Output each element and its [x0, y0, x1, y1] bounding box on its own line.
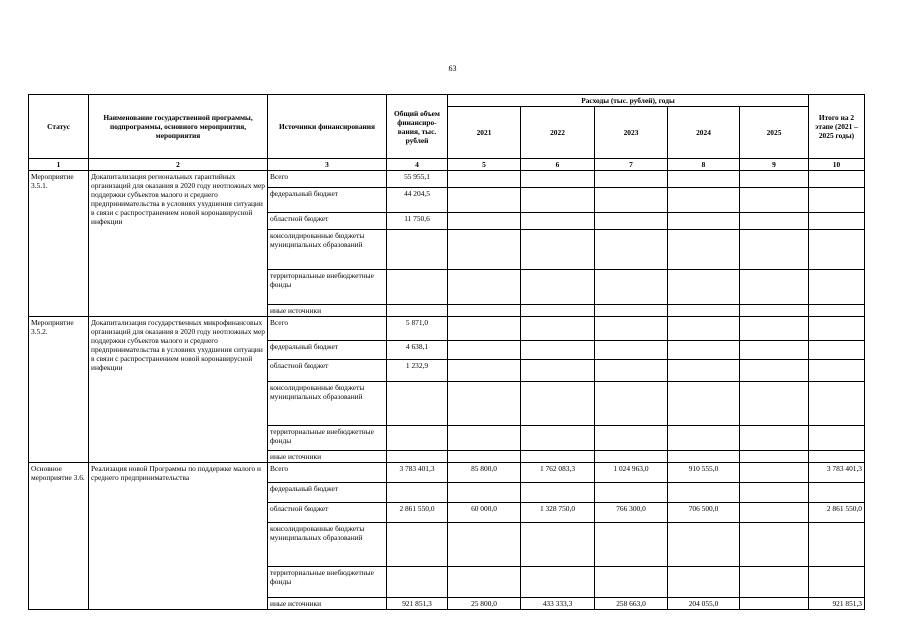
- header-stage2-total: Итого на 2 этапе (2021 – 2025 годы): [809, 95, 865, 159]
- measure-name: Реализация новой Программы по поддержке малого и среднего предпринимательства: [89, 463, 268, 610]
- column-number: 2: [89, 159, 268, 171]
- year-value: [595, 382, 668, 426]
- year-value: [521, 341, 595, 360]
- stage2-total-value: [809, 426, 865, 451]
- year-value: 85 800,0: [448, 463, 521, 483]
- year-value: [740, 382, 809, 426]
- year-value: [668, 213, 740, 230]
- year-value: [595, 305, 668, 317]
- funding-source: иные источники: [268, 305, 387, 317]
- year-value: [740, 305, 809, 317]
- total-value: [387, 523, 448, 567]
- funding-source: территориальные внебюджетные фонды: [268, 426, 387, 451]
- year-value: [740, 503, 809, 523]
- year-value: [595, 451, 668, 463]
- funding-source: консолидированные бюджеты муниципальных образований: [268, 382, 387, 426]
- budget-table: [28, 94, 865, 610]
- year-value: [595, 317, 668, 341]
- year-value: [595, 213, 668, 230]
- column-number: 8: [668, 159, 740, 171]
- stage2-total-value: [809, 305, 865, 317]
- year-value: [521, 567, 595, 598]
- stage2-total-value: [809, 230, 865, 270]
- year-value: [521, 230, 595, 270]
- year-value: 910 555,0: [668, 463, 740, 483]
- measure-name: Докапитализация региональных гарантийных организаций для оказания в 2020 году неотложных мер поддержки субъектов малого и среднего предпринимательства в условиях ухудшения ситуации в связи с распространением новой коронавирусной инфекции: [89, 171, 268, 317]
- year-value: 1 328 750,0: [521, 503, 595, 523]
- year-value: [740, 360, 809, 382]
- year-value: [448, 230, 521, 270]
- year-value: [448, 567, 521, 598]
- total-value: 44 204,5: [387, 188, 448, 213]
- header-sources: Источники финансирования: [268, 95, 387, 159]
- year-value: [521, 171, 595, 188]
- column-number: 10: [809, 159, 865, 171]
- year-value: [448, 341, 521, 360]
- year-value: [668, 567, 740, 598]
- stage2-total-value: [809, 483, 865, 503]
- year-value: [740, 270, 809, 305]
- total-value: 5 871,0: [387, 317, 448, 341]
- stage2-total-value: [809, 213, 865, 230]
- year-value: 1 024 963,0: [595, 463, 668, 483]
- year-value: [448, 171, 521, 188]
- year-value: 433 333,3: [521, 598, 595, 610]
- year-value: [668, 360, 740, 382]
- year-value: 60 000,0: [448, 503, 521, 523]
- measure-status: Мероприятие 3.5.2.: [29, 317, 89, 463]
- total-value: [387, 305, 448, 317]
- stage2-total-value: 2 861 550,0: [809, 503, 865, 523]
- year-value: [448, 270, 521, 305]
- year-value: [521, 382, 595, 426]
- year-value: [521, 188, 595, 213]
- total-value: 1 232,9: [387, 360, 448, 382]
- year-value: [521, 360, 595, 382]
- year-value: [668, 382, 740, 426]
- stage2-total-value: [809, 317, 865, 341]
- year-value: [740, 463, 809, 483]
- year-value: [448, 483, 521, 503]
- year-value: [740, 483, 809, 503]
- table-row: [29, 171, 865, 188]
- column-number: 4: [387, 159, 448, 171]
- total-value: [387, 426, 448, 451]
- year-value: 766 300,0: [595, 503, 668, 523]
- year-value: [448, 213, 521, 230]
- year-value: [448, 382, 521, 426]
- year-value: [448, 426, 521, 451]
- total-value: 3 783 401,3: [387, 463, 448, 483]
- header-year: 2021: [448, 107, 521, 159]
- column-number: 5: [448, 159, 521, 171]
- stage2-total-value: [809, 382, 865, 426]
- stage2-total-value: 3 783 401,3: [809, 463, 865, 483]
- table-body: [29, 171, 865, 610]
- year-value: [668, 317, 740, 341]
- year-value: 204 055,0: [668, 598, 740, 610]
- funding-source: консолидированные бюджеты муниципальных образований: [268, 523, 387, 567]
- year-value: [595, 567, 668, 598]
- funding-source: Всего: [268, 317, 387, 341]
- funding-source: федеральный бюджет: [268, 341, 387, 360]
- year-value: [740, 188, 809, 213]
- year-value: [448, 317, 521, 341]
- year-value: [595, 171, 668, 188]
- total-value: [387, 567, 448, 598]
- year-value: [595, 341, 668, 360]
- total-value: [387, 382, 448, 426]
- year-value: [668, 171, 740, 188]
- header-name: Наименование государственной программы, подпрограммы, основного мероприятия, мероприятия: [89, 95, 268, 159]
- stage2-total-value: 921 851,3: [809, 598, 865, 610]
- year-value: [521, 213, 595, 230]
- year-value: [668, 523, 740, 567]
- year-value: [668, 426, 740, 451]
- year-value: [740, 230, 809, 270]
- header-status: Статус: [29, 95, 89, 159]
- funding-source: федеральный бюджет: [268, 483, 387, 503]
- funding-source: иные источники: [268, 598, 387, 610]
- header-year: 2022: [521, 107, 595, 159]
- funding-source: Всего: [268, 463, 387, 483]
- year-value: [521, 270, 595, 305]
- year-value: [740, 598, 809, 610]
- year-value: [595, 426, 668, 451]
- year-value: [595, 360, 668, 382]
- year-value: [668, 188, 740, 213]
- year-value: [668, 270, 740, 305]
- column-number: 3: [268, 159, 387, 171]
- table-row: [29, 317, 865, 341]
- year-value: [740, 451, 809, 463]
- stage2-total-value: [809, 567, 865, 598]
- measure-status: Мероприятие 3.5.1.: [29, 171, 89, 317]
- total-value: 55 955,1: [387, 171, 448, 188]
- measure-status: Основное мероприятие 3.6.: [29, 463, 89, 610]
- year-value: [668, 341, 740, 360]
- total-value: 11 750,6: [387, 213, 448, 230]
- funding-source: иные источники: [268, 451, 387, 463]
- year-value: [521, 426, 595, 451]
- stage2-total-value: [809, 171, 865, 188]
- year-value: [521, 317, 595, 341]
- year-value: [740, 171, 809, 188]
- year-value: [668, 230, 740, 270]
- total-value: [387, 270, 448, 305]
- year-value: [668, 451, 740, 463]
- header-total: Общий объем финансиро-вания, тыс. рублей: [387, 95, 448, 159]
- year-value: 25 800,0: [448, 598, 521, 610]
- header-year: 2025: [740, 107, 809, 159]
- year-value: [448, 188, 521, 213]
- year-value: [740, 213, 809, 230]
- year-value: [521, 451, 595, 463]
- total-value: 921 851,3: [387, 598, 448, 610]
- stage2-total-value: [809, 188, 865, 213]
- funding-source: областной бюджет: [268, 503, 387, 523]
- total-value: [387, 483, 448, 503]
- year-value: 706 500,0: [668, 503, 740, 523]
- measure-name: Докапитализация государственных микрофинансовых организаций для оказания в 2020 году неотложных мер поддержки субъектов малого и среднего предпринимательства в условиях ухудшения ситуации в связи с распространением новой коронавирусной инфекции: [89, 317, 268, 463]
- stage2-total-value: [809, 523, 865, 567]
- column-number: 7: [595, 159, 668, 171]
- year-value: [740, 567, 809, 598]
- funding-source: областной бюджет: [268, 360, 387, 382]
- page-number: 63: [448, 64, 457, 73]
- year-value: [521, 483, 595, 503]
- year-value: [668, 483, 740, 503]
- year-value: [448, 360, 521, 382]
- total-value: 4 638,1: [387, 341, 448, 360]
- year-value: [595, 483, 668, 503]
- total-value: [387, 230, 448, 270]
- year-value: [448, 451, 521, 463]
- year-value: [740, 426, 809, 451]
- header-year: 2024: [668, 107, 740, 159]
- stage2-total-value: [809, 451, 865, 463]
- column-number: 6: [521, 159, 595, 171]
- funding-source: областной бюджет: [268, 213, 387, 230]
- total-value: [387, 451, 448, 463]
- header-year: 2023: [595, 107, 668, 159]
- column-number: 9: [740, 159, 809, 171]
- year-value: [448, 523, 521, 567]
- funding-source: территориальные внебюджетные фонды: [268, 270, 387, 305]
- column-number: 1: [29, 159, 89, 171]
- funding-source: территориальные внебюджетные фонды: [268, 567, 387, 598]
- year-value: [595, 188, 668, 213]
- year-value: [595, 270, 668, 305]
- year-value: 258 663,0: [595, 598, 668, 610]
- funding-source: Всего: [268, 171, 387, 188]
- year-value: [668, 305, 740, 317]
- funding-source: консолидированные бюджеты муниципальных образований: [268, 230, 387, 270]
- year-value: [521, 523, 595, 567]
- year-value: [595, 523, 668, 567]
- stage2-total-value: [809, 360, 865, 382]
- year-value: [740, 317, 809, 341]
- year-value: [448, 305, 521, 317]
- stage2-total-value: [809, 341, 865, 360]
- year-value: 1 762 083,3: [521, 463, 595, 483]
- table-row: [29, 463, 865, 483]
- stage2-total-value: [809, 270, 865, 305]
- funding-source: федеральный бюджет: [268, 188, 387, 213]
- year-value: [740, 341, 809, 360]
- total-value: 2 861 550,0: [387, 503, 448, 523]
- year-value: [521, 305, 595, 317]
- year-value: [595, 230, 668, 270]
- year-value: [740, 523, 809, 567]
- header-expenses: Расходы (тыс. рублей), годы: [448, 95, 809, 107]
